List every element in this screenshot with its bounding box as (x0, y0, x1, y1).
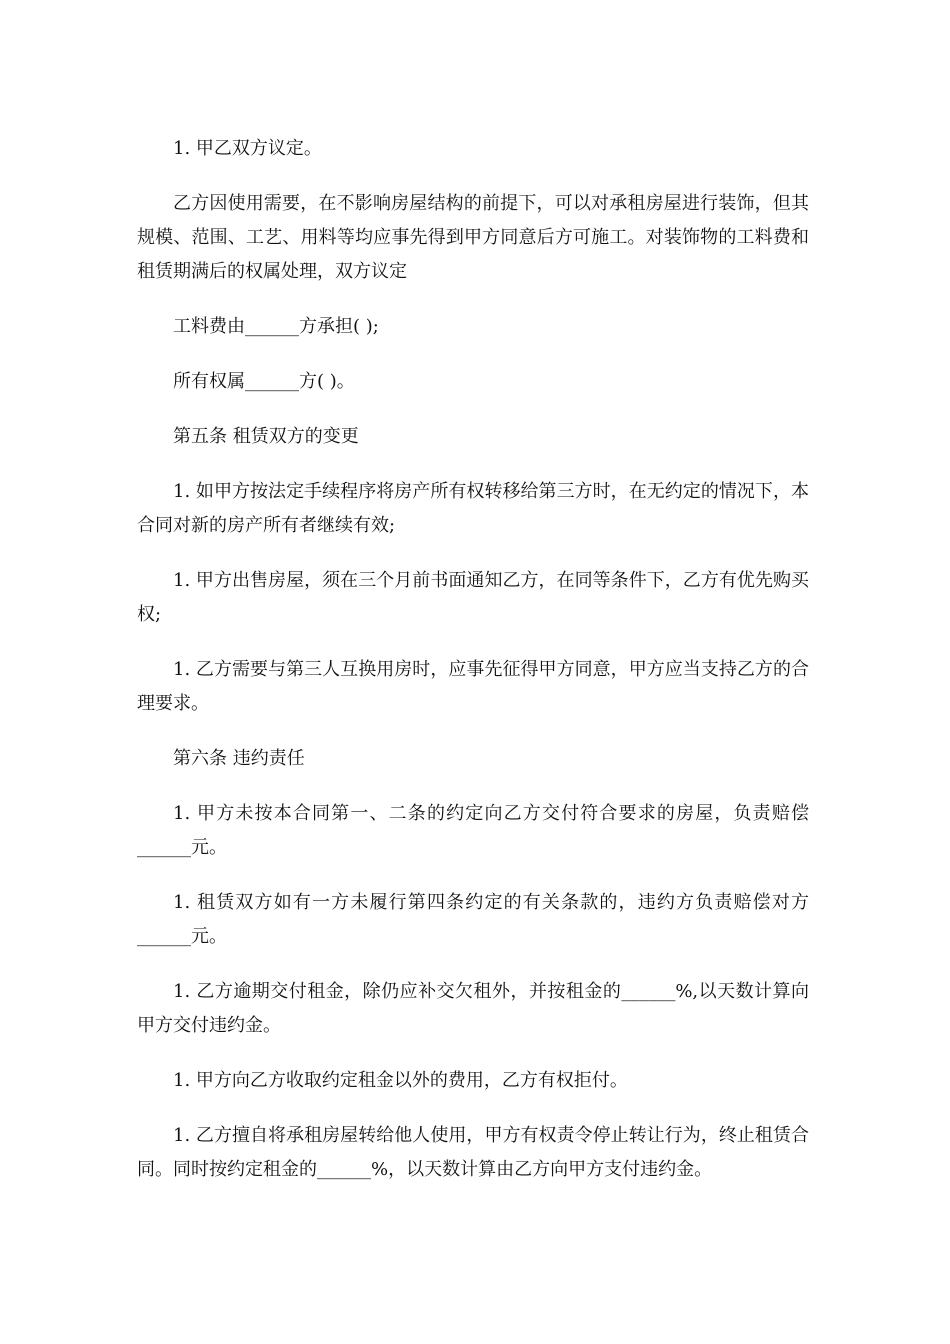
clause-paragraph: 1. 甲方出售房屋，须在三个月前书面通知乙方，在同等条件下，乙方有优先购买权; (137, 570, 809, 625)
article-heading: 第六条 违约责任 (173, 748, 305, 769)
clause-paragraph: 1. 乙方需要与第三人互换用房时，应事先征得甲方同意，甲方应当支持乙方的合理要求。 (137, 659, 809, 714)
clause-paragraph: 1. 如甲方按法定手续程序将房产所有权转移给第三方时，在无约定的情况下，本合同对新的房产所有者继续有效; (137, 481, 809, 536)
clause-paragraph: 1. 甲方向乙方收取约定租金以外的费用，乙方有权拒付。 (173, 1070, 628, 1091)
clause-paragraph: 所有权属______方( )。 (173, 371, 355, 392)
clause-paragraph: 1. 甲方未按本合同第一、二条的约定向乙方交付符合要求的房屋，负责赔偿______元。 (137, 803, 809, 858)
article-heading: 第五条 租赁双方的变更 (173, 426, 359, 447)
clause-paragraph: 1. 甲乙双方议定。 (173, 138, 322, 159)
clause-paragraph: 1. 租赁双方如有一方未履行第四条约定的有关条款的，违约方负责赔偿对方______元。 (137, 892, 809, 947)
clause-paragraph: 1. 乙方逾期交付租金，除仍应补交欠租外，并按租金的______%,以天数计算向甲方交付违约金。 (137, 981, 809, 1036)
clause-paragraph: 工料费由______方承担( ); (173, 316, 379, 337)
clause-paragraph: 乙方因使用需要，在不影响房屋结构的前提下，可以对承租房屋进行装饰，但其规模、范围、工艺、用料等均应事先得到甲方同意后方可施工。对装饰物的工料费和租赁期满后的权属处理，双方议定 (137, 193, 809, 282)
clause-paragraph: 1. 乙方擅自将承租房屋转给他人使用，甲方有权责令停止转让行为，终止租赁合同。同时按约定租金的______%，以天数计算由乙方向甲方支付违约金。 (137, 1125, 809, 1180)
document-body (137, 132, 809, 1208)
